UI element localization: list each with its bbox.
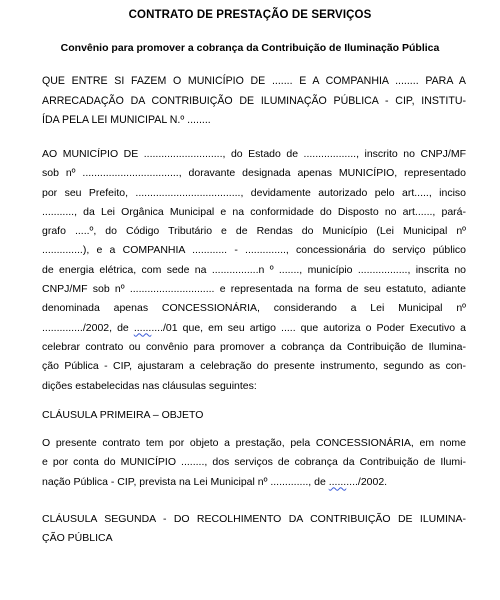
document-subtitle: Convênio para promover a cobrança da Contribuição de Iluminação Pública — [60, 42, 440, 54]
paragraph-line: sob nº ................................., doravante designada apenas MUNICÍPIO, representado — [42, 167, 466, 180]
line-text: ............../2002, de — [42, 321, 134, 334]
spellcheck-underline: ...... — [328, 475, 347, 488]
clause-heading: CLÁUSULA PRIMEIRA – OBJETO — [42, 409, 204, 421]
intro-paragraph — [42, 72, 466, 131]
paragraph-line: denominada apenas CONCESSIONÁRIA, considerando a Lei Municipal nº — [42, 302, 466, 315]
clause-heading-line: CLÁUSULA SEGUNDA - DO RECOLHIMENTO DA CONTRIBUIÇÃO DE ILUMINA- — [42, 513, 466, 525]
clause-heading-line: ÇÃO PÚBLICA — [42, 532, 113, 545]
paragraph-line: O presente contrato tem por objeto a prestação, pela CONCESSIONÁRIA, em nome — [42, 437, 466, 449]
paragraph-line: ção Pública - CIP, ajustaram a celebração do presente instrumento, segundo as con- — [42, 360, 466, 373]
line-text: nação Pública - CIP, prevista na Lei Municipal nº ............., de — [42, 475, 329, 488]
intro-line: QUE ENTRE SI FAZEM O MUNICÍPIO DE ....... E A COMPANHIA ........ PARA A — [42, 75, 466, 87]
paragraph-line: ..........., da Lei Orgânica Municipal e na conformidade do Disposto no art......, pará- — [42, 205, 466, 218]
paragraph-line: celebrar contrato ou convênio para promover a cobrança da Contribuição de Ilumina- — [42, 340, 466, 353]
line-text: ..../01 que, em seu artigo ..... que autoriza o Poder Executivo a — [151, 321, 466, 334]
parties-paragraph — [42, 145, 466, 396]
paragraph-line: de energia elétrica, com sede na ................n º ......., município ................., inscrita no — [42, 263, 466, 276]
clause1-paragraph — [42, 434, 466, 492]
paragraph-line: dições estabelecidas nas cláusulas seguintes: — [42, 379, 257, 392]
document-title: CONTRATO DE PRESTAÇÃO DE SERVIÇOS — [128, 9, 372, 21]
paragraph-line: AO MUNICÍPIO DE ..........................., do Estado de .................., inscrito no CNPJ/MF — [42, 148, 466, 160]
paragraph-line: e por conta do MUNICÍPIO ........, dos serviços de cobrança da Contribuição de Ilumi- — [42, 456, 466, 469]
intro-line: ARRECADAÇÃO DA CONTRIBUIÇÃO DE ILUMINAÇÃO PÚBLICA - CIP, INSTITU- — [42, 94, 466, 107]
paragraph-line — [42, 473, 466, 492]
line-text: ..../2002. — [346, 475, 388, 488]
paragraph-line: por seu Prefeito, ...................................., devidamente autorizado pelo art....., inciso — [42, 186, 466, 199]
clause-heading — [42, 510, 466, 549]
paragraph-line: ..............), e a COMPANHIA ............ - .............., concessionária do serviço público — [42, 244, 466, 257]
paragraph-line — [42, 319, 466, 338]
intro-line: ÍDA PELA LEI MUNICIPAL N.º ........ — [42, 114, 211, 126]
paragraph-line: grafo .....º, do Código Tributário e de Rendas do Município (Lei Municipal nº — [42, 225, 466, 238]
paragraph-line: CNPJ/MF sob nº ............................. e representada na forma de seu estatuto, adiante — [42, 283, 466, 296]
spellcheck-underline: ...... — [133, 321, 152, 334]
